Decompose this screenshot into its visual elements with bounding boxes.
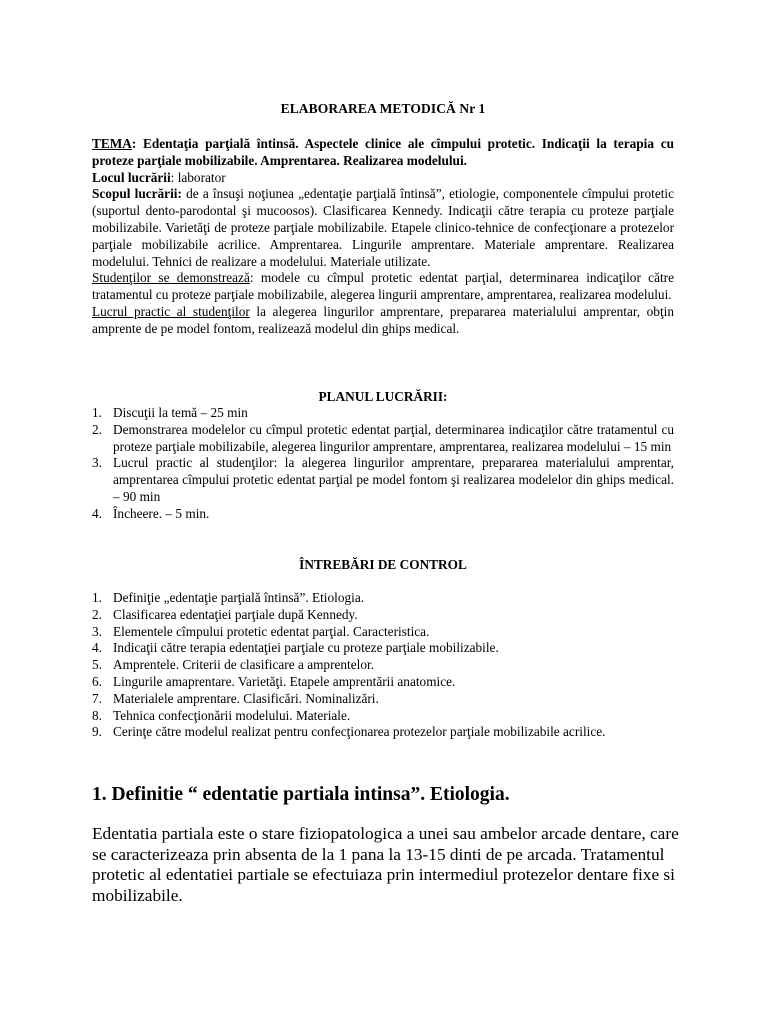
plan-heading: PLANUL LUCRĂRII: — [318, 389, 448, 404]
list-item: 5. Amprentele. Criterii de clasificare a amprentelor. — [92, 657, 375, 673]
control-list — [92, 590, 674, 741]
intro-block — [92, 136, 674, 338]
tema-line — [92, 136, 674, 168]
demo-text: : modele cu cîmpul protetic edentat parţial, determinarea indicaţilor către tratamentul cu proteze parţiale mobilizabile, alegerea lingurii amprentare, amprentarea, realizarea modelului. — [92, 270, 674, 303]
list-item: 3. Elementele cîmpului protetic edentat parţial. Caracteristica. — [92, 623, 430, 639]
tema-text: : Edentaţia parţială întinsă. Aspectele clinice ale cîmpului protetic. Indicaţii la terapia cu proteze parţiale mobilizabile. Amprentarea. Realizarea modelului. — [92, 136, 674, 168]
list-item: 2. Demonstrarea modelelor cu cîmpul protetic edentat parţial, determinarea indicaţilor către tratamentul cu proteze parţiale mobilizabile, alegerea lingurilor amprentare, amprentarea, realizarea modelului – 15 min — [92, 421, 674, 454]
list-item: 4. Încheere. – 5 min. — [92, 505, 210, 521]
list-item: 7. Materialele amprentare. Clasificări. Nominalizări. — [92, 690, 379, 706]
list-item: 1. Discuţii la temă – 25 min — [92, 405, 248, 420]
section-1-paragraph: Edentatia partiala este o stare fiziopatologica a unei sau ambelor arcade dentare, care se caracterizeaza prin absenta de la 1 pana la 13-15 dinti de pe arcada. Tratamentul protetic al edentatiei partiale se efectuiaza prin intermediul protezelor dentare fixe si mobilizabile. — [92, 824, 679, 905]
control-heading: ÎNTREBĂRI DE CONTROL — [299, 557, 467, 572]
demo-label: Studenţilor se demonstrează — [92, 270, 250, 286]
lucrul-label: Lucrul practic al studenţilor — [92, 303, 250, 319]
list-item: 1. Definiţie „edentaţie parţială întinsă”. Etiologia. — [92, 590, 365, 605]
list-item: 2. Clasificarea edentaţiei parţiale după Kennedy. — [92, 606, 358, 622]
scopul-label: Scopul lucrării: — [92, 186, 182, 202]
locul-text: : laborator — [170, 169, 226, 185]
tema-label: TEMA — [92, 136, 132, 151]
scopul-text: de a însuşi noţiunea „edentaţie parţială întinsă”, etiologie, componentele cîmpului protetic (suportul dento-parodontal şi mucoosos). Clasificarea Kennedy. Indicaţii către terapia cu proteze parţiale mobilizabile. Varietăţi de proteze parţiale mobilizabile. Etapele clinico-tehnice de confecţionare a protezelor parţiale mobilizabile acrilice. Amprentarea. Lingurile amprentare. Materiale amprentare. Realizarea modelului. Tehnici de realizare a modelului. Materiale utilizate. — [92, 186, 675, 269]
list-item: 3. Lucrul practic al studenţilor: la alegerea lingurilor amprentare, prepararea materialului amprentar, amprentarea cîmpului protetic edentat parţial pe model fontom şi realizarea modelelor din ghips medical. – 90 min — [92, 455, 674, 504]
section-1-heading: 1. Definitie “ edentatie partiala intinsa”. Etiologia. — [92, 784, 510, 805]
list-item: 4. Indicaţii către terapia edentaţiei parţiale cu proteze parţiale mobilizabile. — [92, 640, 499, 656]
locul-label: Locul lucrării — [92, 169, 171, 185]
list-item: 9. Cerinţe către modelul realizat pentru confecţionarea protezelor parţiale mobilizabile acrilice. — [92, 724, 606, 740]
list-item: 8. Tehnica confecţionării modelului. Materiale. — [92, 707, 351, 723]
list-item: 6. Lingurile amaprentare. Varietăţi. Etapele amprentării anatomice. — [92, 673, 456, 689]
document-title: ELABORAREA METODICĂ Nr 1 — [280, 101, 486, 116]
plan-list — [92, 405, 674, 523]
lucrul-text: la alegerea lingurilor amprentare, prepararea materialului amprentar, obţin amprente de pe model fontom, realizează modelul din ghips medical. — [92, 303, 674, 336]
